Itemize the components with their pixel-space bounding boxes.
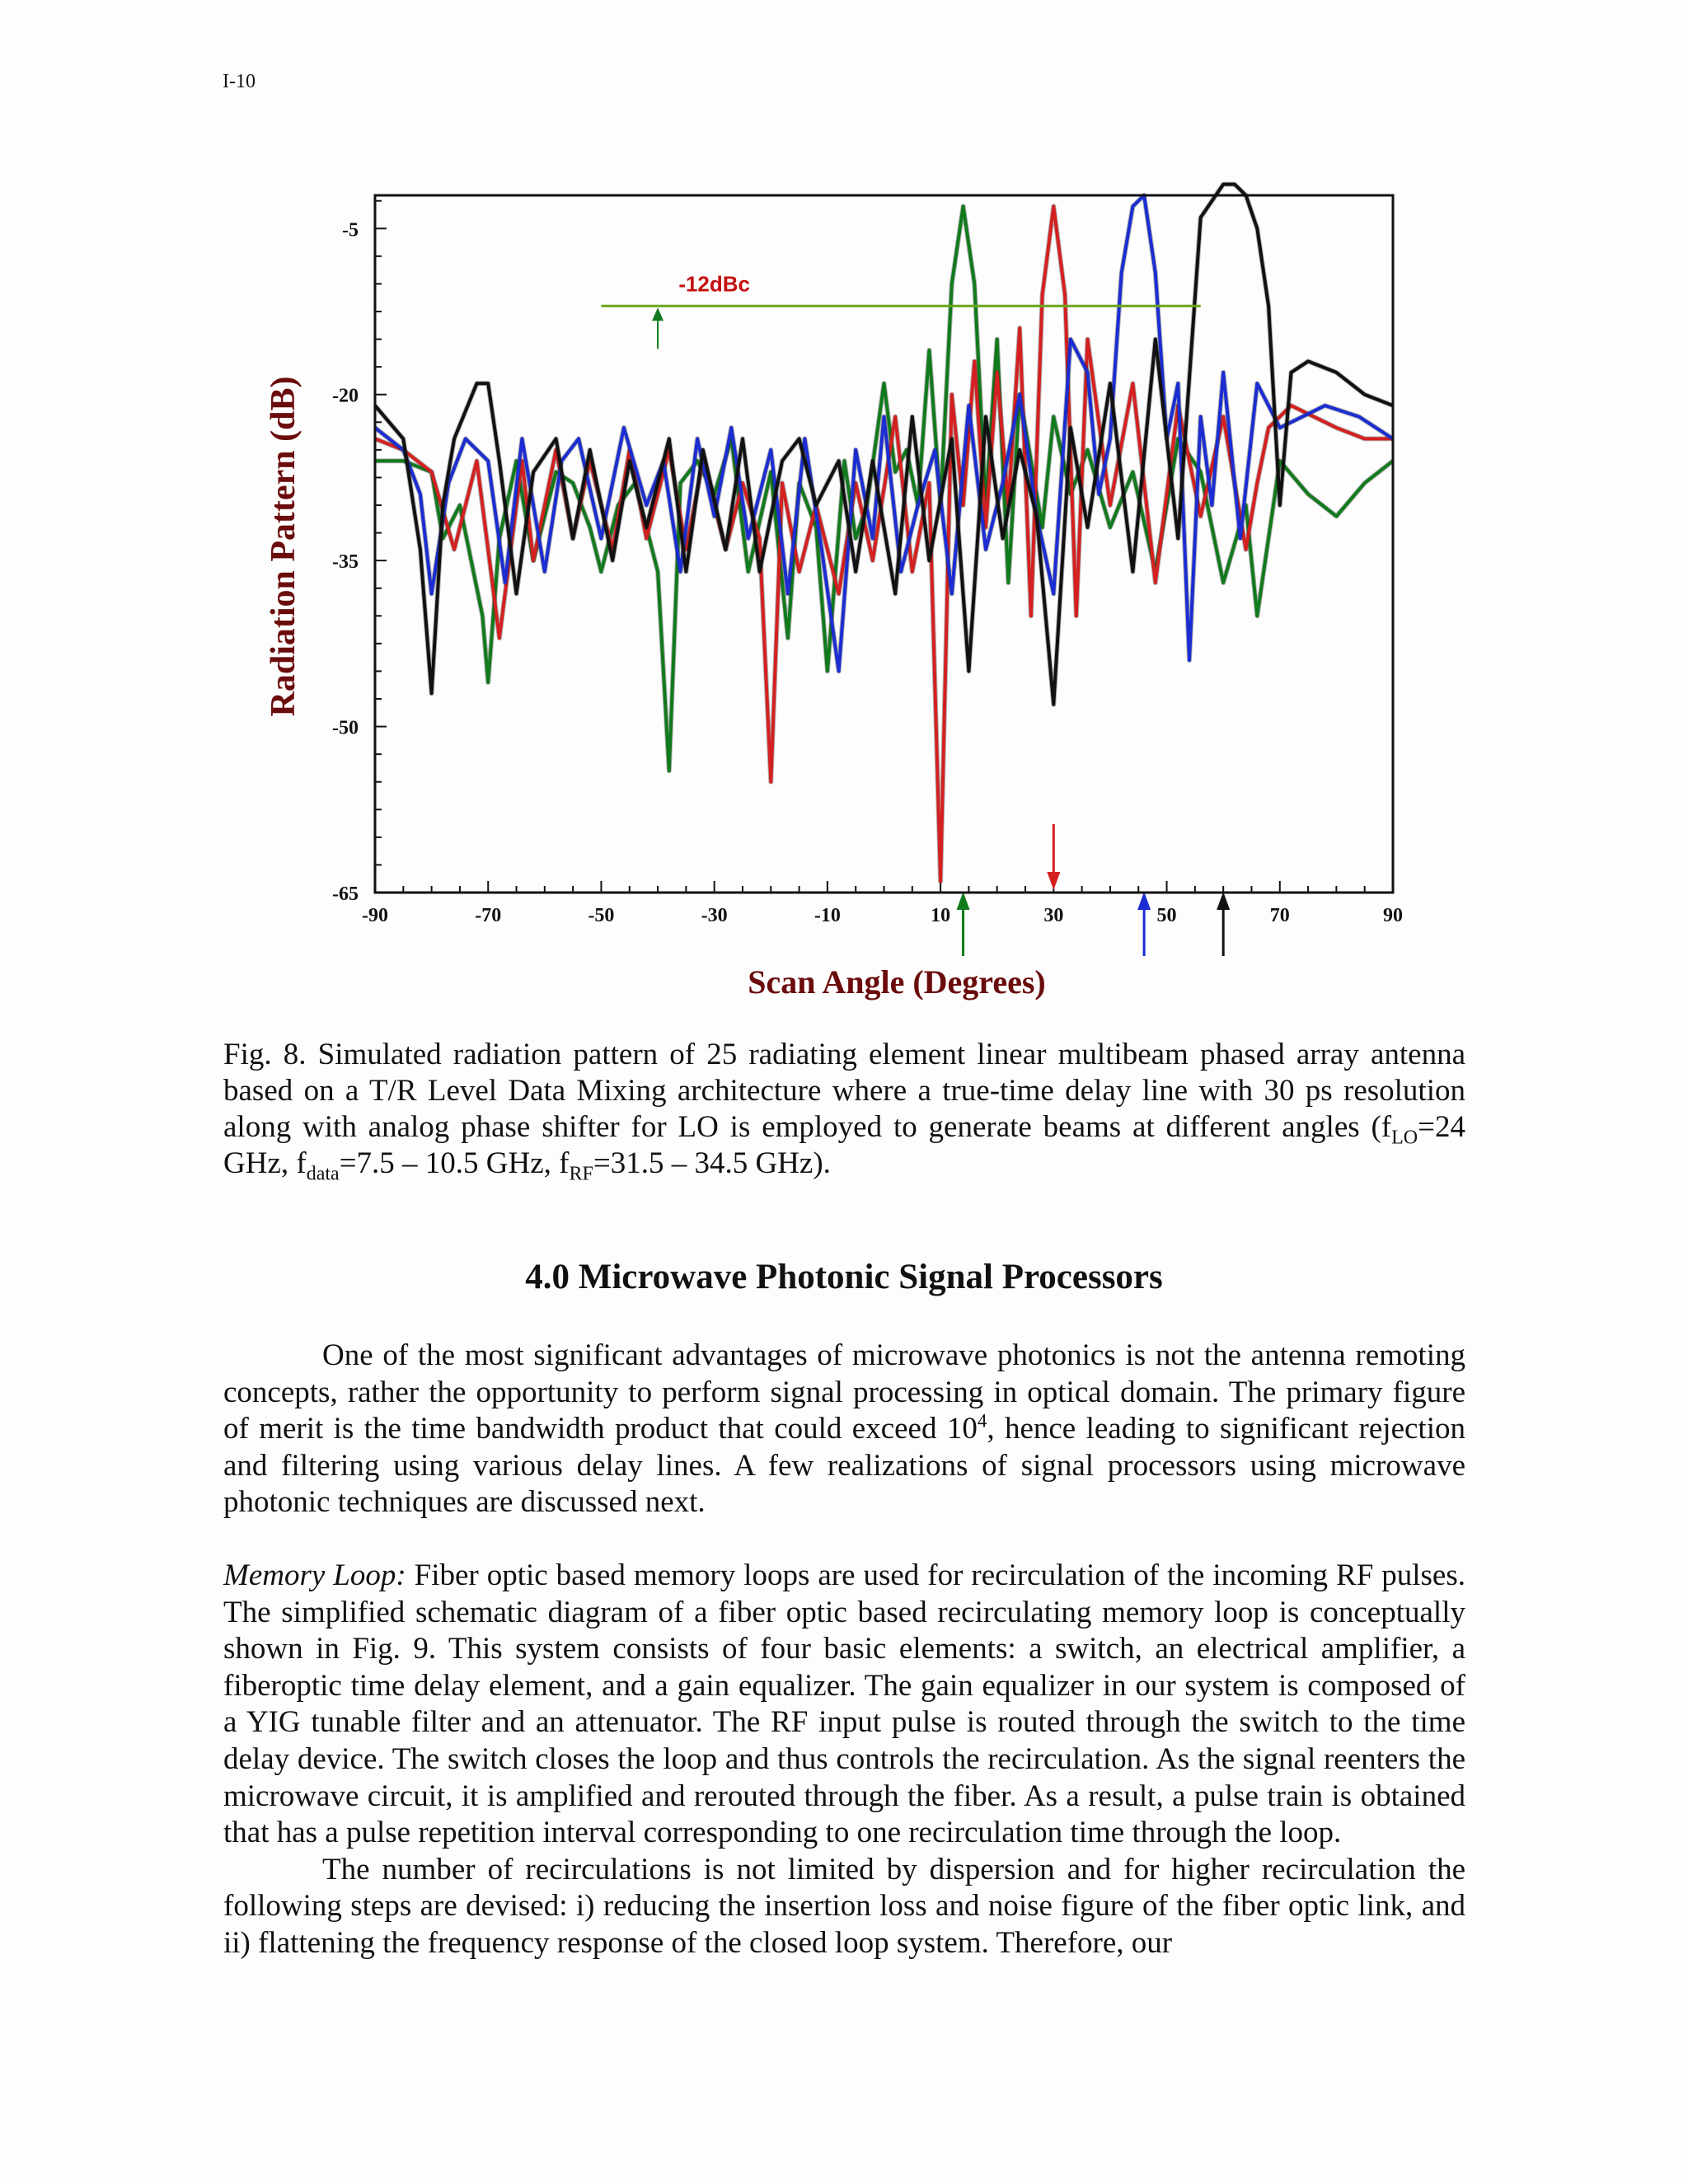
series-outline-beam-red <box>375 206 1393 881</box>
reference-line-label: -12dBc <box>678 271 751 297</box>
series-line-beam-black <box>375 185 1393 705</box>
beam-arrow-head <box>1217 892 1230 910</box>
radiation-pattern-chart <box>0 0 1688 1014</box>
page-header: I-10 <box>223 71 256 92</box>
series-line-beam-red <box>375 206 1393 881</box>
series-line-beam-blue <box>375 195 1393 671</box>
x-tick-label: 90 <box>1383 905 1403 926</box>
paragraph-recirculation: The number of recirculations is not limited by dispersion and for higher recirculation the following steps are devised: i) reducing the insertion loss and noise figure of the fiber optic link, and ii) flattening the frequency response of the closed loop system. Therefore, our <box>223 1852 1465 1960</box>
beam-arrow-head <box>1137 892 1151 910</box>
y-tick-label: -5 <box>342 219 359 241</box>
paragraph-memory-loop: Memory Loop: Fiber optic based memory loops are used for recirculation of the incoming RF pulses. The simplified schematic diagram of a fiber optic based recirculating memory loop is conceptually shown in Fig. 9. This system consists of four basic elements: a switch, an electrical amplifier, a fiberoptic time delay element, and a gain equalizer. The gain equalizer in our system is composed of a YIG tunable filter and an attenuator. The RF input pulse is routed through the switch to the time delay device. The switch closes the loop and thus controls the recirculation. As the signal reenters the microwave circuit, it is amplified and rerouted through the fiber. As a result, a pulse train is obtained that has a pulse repetition interval corresponding to one recirculation time through the loop. <box>223 1558 1466 1850</box>
y-tick-label: -20 <box>332 385 359 407</box>
y-tick-label: -50 <box>332 717 359 739</box>
x-tick-label: -90 <box>362 905 388 926</box>
x-tick-label: -50 <box>588 905 615 926</box>
x-tick-label: 30 <box>1043 905 1064 926</box>
x-tick-label: 50 <box>1156 905 1177 926</box>
beam-arrow-head <box>1047 872 1060 890</box>
x-tick-label: 70 <box>1269 905 1290 926</box>
body-text <box>223 1338 1465 1962</box>
y-tick-label: -35 <box>332 551 359 574</box>
figure-caption: Fig. 8. Simulated radiation pattern of 25 radiating element linear multibeam phased array antenna based on a T/R Level Data Mixing architecture where a true-time delay line with 30 ps resolution along with analog phase shifter for LO is employed to generate beams at different angles ($f_{LO}=24$ GHz, $f_{data}=7.5 - 10.5$ GHz, $f_{RF}=31.5 - 34.5$ GHz). <box>223 1038 1465 1185</box>
y-axis-label: Radiation Pattern (dB) <box>265 376 302 717</box>
section-heading: 4.0 Microwave Photonic Signal Processors <box>525 1258 1163 1296</box>
paragraph-intro: One of the most significant advantages of microwave photonics is not the antenna remoting concepts, rather the opportunity to perform signal processing in optical domain. The primary figure of merit is the time bandwidth product that could exceed $10^4$, hence leading to significant rejection and filtering using various delay lines. A few realizations of signal processors using microwave photonic techniques are discussed next. <box>223 1338 1465 1520</box>
series-outline-beam-black <box>375 185 1393 705</box>
plot-frame <box>375 195 1393 893</box>
y-tick-label: -65 <box>332 883 359 905</box>
x-tick-label: -30 <box>701 905 728 926</box>
reference-arrow-head <box>652 307 663 321</box>
x-tick-label: 10 <box>931 905 951 926</box>
x-tick-label: -10 <box>814 905 841 926</box>
x-tick-label: -70 <box>475 905 502 926</box>
x-axis-label: Scan Angle (Degrees) <box>748 963 1046 1001</box>
beam-arrow-head <box>957 892 970 910</box>
